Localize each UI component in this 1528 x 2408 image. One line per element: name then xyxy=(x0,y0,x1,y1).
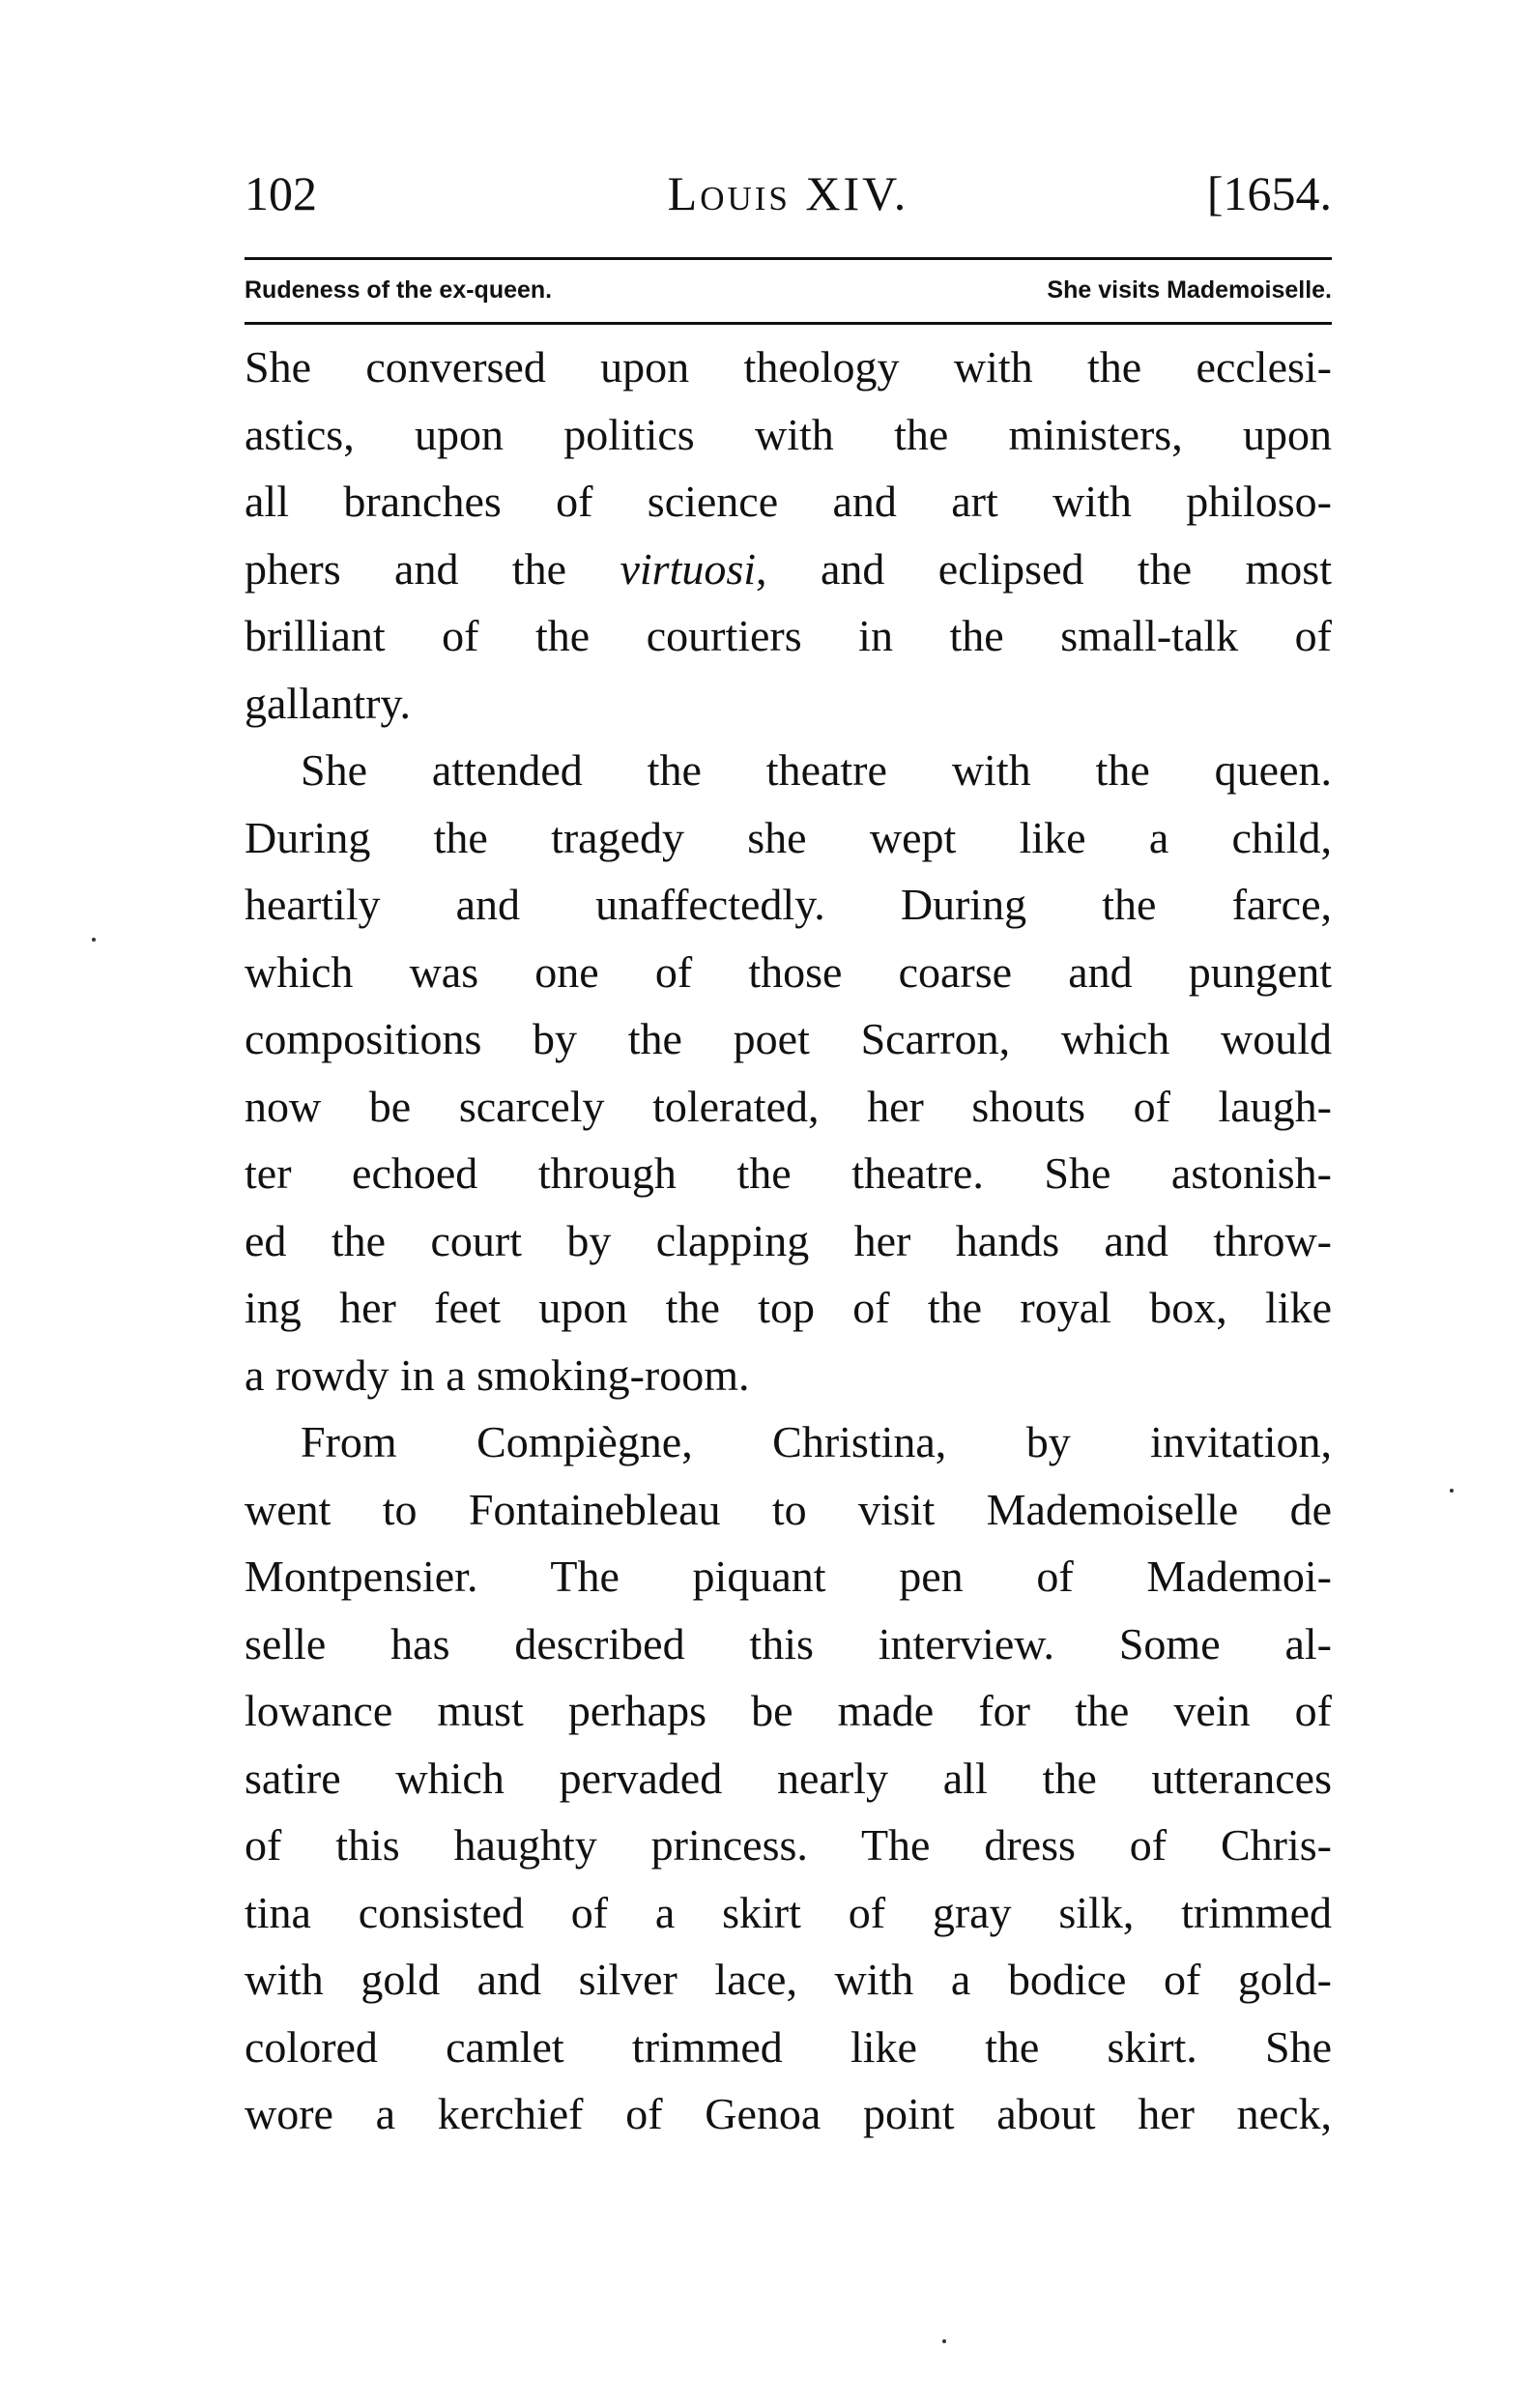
text-line: colored camlet trimmed like the skirt. She xyxy=(245,2021,1332,2072)
header-rule-top xyxy=(245,257,1332,260)
paragraph xyxy=(245,737,1332,1408)
header-rule-bottom xyxy=(245,322,1332,325)
running-year: [1654. xyxy=(1206,166,1332,220)
paragraph xyxy=(245,1408,1332,2148)
body-text xyxy=(245,334,1332,2148)
text-line: ed the court by clapping her hands and throw- xyxy=(245,1215,1332,1265)
text-line: ter echoed through the theatre. She astonish- xyxy=(245,1148,1332,1198)
text-line: brilliant of the courtiers in the small-talk of xyxy=(245,611,1332,660)
text-fragment: phers and the xyxy=(245,543,620,594)
sidenote-right: She visits Mademoiselle. xyxy=(1047,276,1332,304)
sidenotes xyxy=(245,266,1332,314)
text-line: satire which pervaded nearly all the utterances xyxy=(245,1753,1332,1803)
text-line: now be scarcely tolerated, her shouts of laugh- xyxy=(245,1081,1332,1131)
text-line: went to Fontainebleau to visit Mademoiselle de xyxy=(245,1484,1332,1534)
text-line: compositions by the poet Scarron, which would xyxy=(245,1014,1332,1063)
italic-word: virtuosi xyxy=(620,543,757,594)
text-fragment: , and eclipsed the most xyxy=(756,543,1332,594)
scan-speck xyxy=(942,2339,946,2343)
text-line: all branches of science and art with philoso- xyxy=(245,477,1332,526)
text-line: a rowdy in a smoking-room. xyxy=(245,1349,750,1400)
text-line: She conversed upon theology with the ecclesi- xyxy=(245,342,1332,392)
text-line: During the tragedy she wept like a child, xyxy=(245,812,1332,862)
running-head xyxy=(245,160,1332,227)
text-line: astics, upon politics with the ministers, upon xyxy=(245,409,1332,459)
text-line: with gold and silver lace, with a bodice of gold- xyxy=(245,1955,1332,2004)
text-line: which was one of those coarse and pungent xyxy=(245,946,1332,997)
scan-speck xyxy=(92,938,96,942)
text-line: of this haughty princess. The dress of Chris- xyxy=(245,1820,1332,1870)
sidenote-left: Rudeness of the ex-queen. xyxy=(245,276,553,304)
text-line: heartily and unaffectedly. During the farce, xyxy=(245,880,1332,929)
page-number: 102 xyxy=(245,166,317,220)
text-line: ing her feet upon the top of the royal box, like xyxy=(245,1283,1332,1332)
paragraph xyxy=(245,334,1332,737)
running-title: Louis XIV. xyxy=(667,166,909,220)
text-line: Montpensier. The piquant pen of Mademoi- xyxy=(245,1552,1332,1601)
text-line: gallantry. xyxy=(245,678,412,728)
text-line: wore a kerchief of Genoa point about her neck, xyxy=(245,2089,1332,2138)
scan-speck xyxy=(1450,1489,1454,1493)
text-line-with-italic xyxy=(245,536,1332,603)
text-line: From Compiègne, Christina, by invitation, xyxy=(301,1417,1332,1466)
text-line: lowance must perhaps be made for the vein of xyxy=(245,1686,1332,1735)
text-line: tina consisted of a skirt of gray silk, trimmed xyxy=(245,1887,1332,1937)
text-line: selle has described this interview. Some al- xyxy=(245,1618,1332,1668)
text-line: She attended the theatre with the queen. xyxy=(301,745,1332,795)
